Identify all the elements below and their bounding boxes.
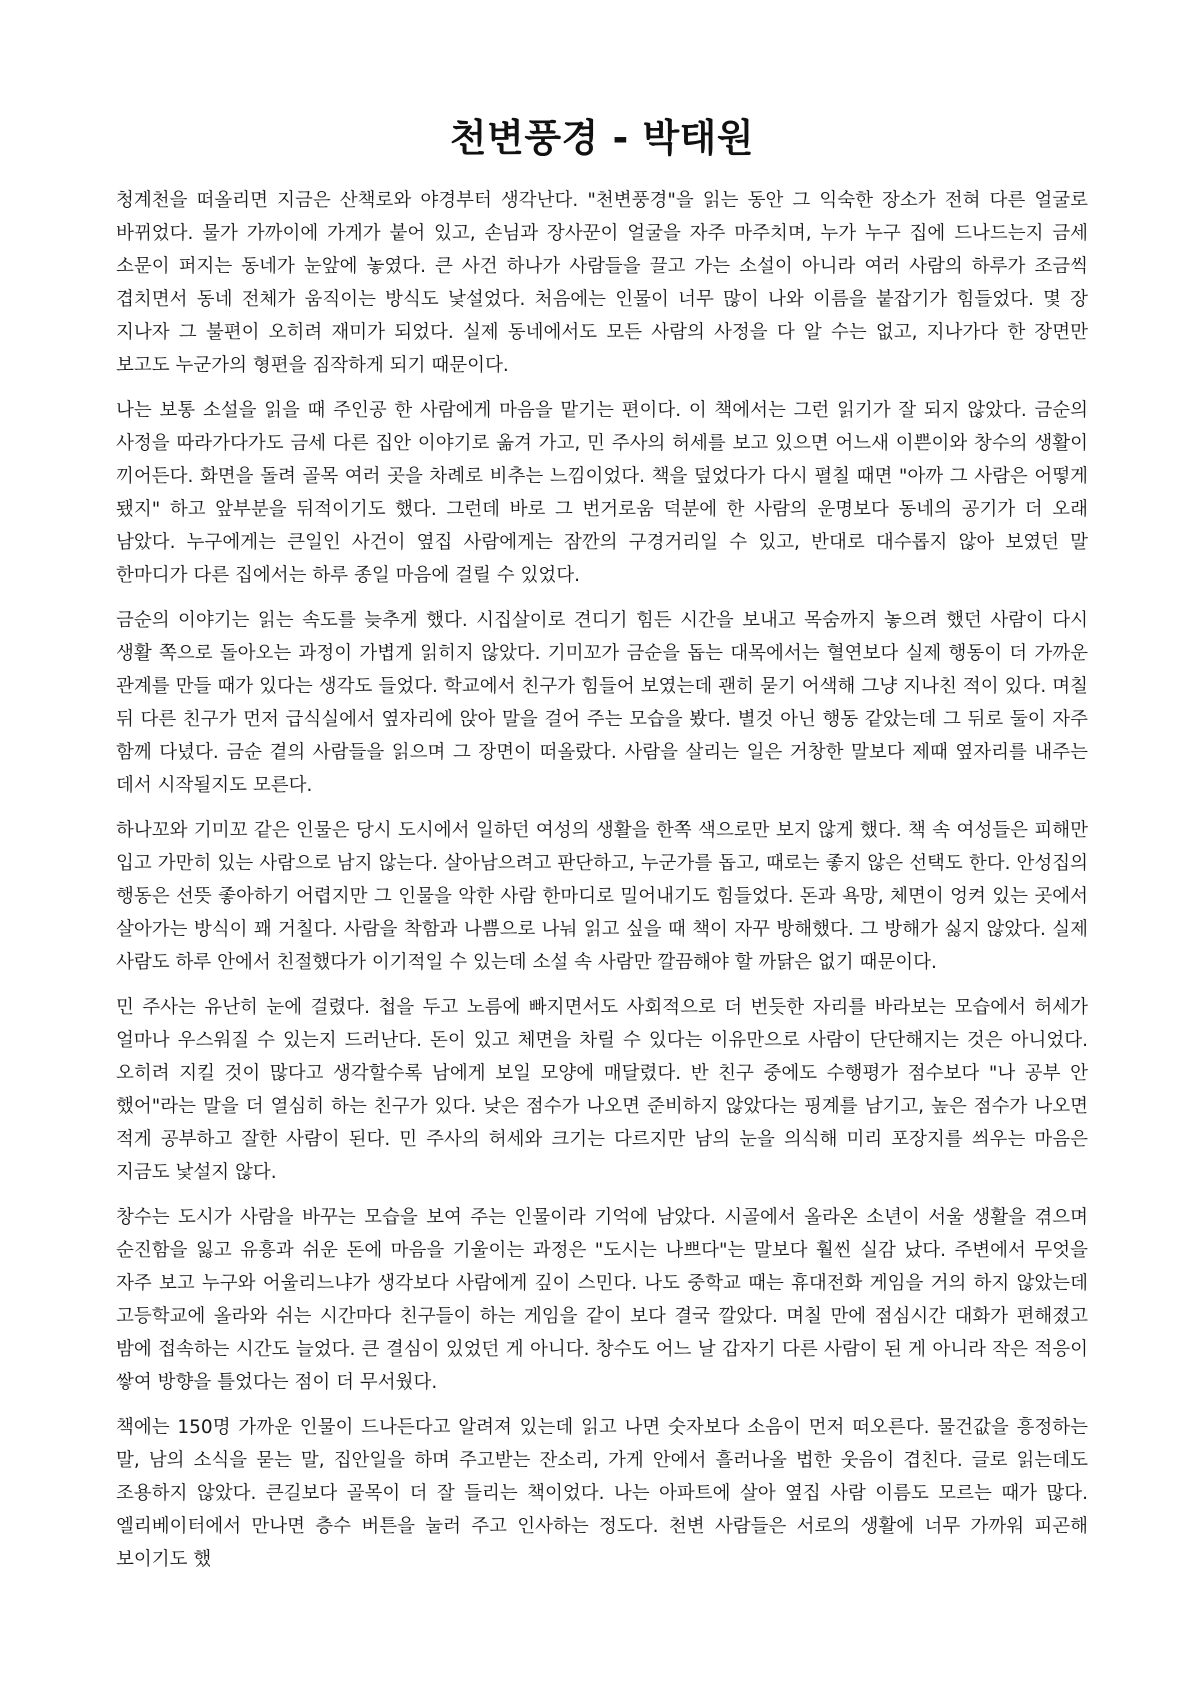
paragraph-3: 금순의 이야기는 읽는 속도를 늦추게 했다. 시집살이로 견디기 힘든 시간을 보내고 목숨까지 놓으려 했던 사람이 다시 생활 쪽으로 돌아오는 과정이 가볍게 읽히지 않았다. 기미꼬가 금순을 돕는 대목에서는 혈연보다 실제 행동이 더 가까운 관계를 만들 때가 있다는 생각도 들었다. 학교에서 친구가 힘들어 보였는데 괜히 묻기 어색해 그냥 지나친 적이 있다. 며칠 뒤 다른 친구가 먼저 급식실에서 옆자리에 앉아 말을 걸어 주는 모습을 봤다. 별것 아닌 행동 같았는데 그 뒤로 둘이 자주 함께 다녔다. 금순 곁의 사람들을 읽으며 그 장면이 떠올랐다. 사람을 살리는 일은 거창한 말보다 제때 옆자리를 내주는 데서 시작될지도 모른다. [116, 610, 1088, 796]
document-title: 천변풍경 - 박태원 [449, 116, 755, 160]
paragraph-4: 하나꼬와 기미꼬 같은 인물은 당시 도시에서 일하던 여성의 생활을 한쪽 색으로만 보지 않게 했다. 책 속 여성들은 피해만 입고 가만히 있는 사람으로 남지 않는다. 살아남으려고 판단하고, 누군가를 돕고, 때로는 좋지 않은 선택도 한다. 안성집의 행동은 선뜻 좋아하기 어렵지만 그 인물을 악한 사람 한마디로 밀어내기도 힘들었다. 돈과 욕망, 체면이 엉켜 있는 곳에서 살아가는 방식이 꽤 거칠다. 사람을 착함과 나쁨으로 나눠 읽고 싶을 때 책이 자꾸 방해했다. 그 방해가 싫지 않았다. 실제 사람도 하루 안에서 친절했다가 이기적일 수 있는데 소설 속 사람만 깔끔해야 할 까닭은 없기 때문이다. [116, 820, 1088, 973]
paragraph-7: 책에는 150명 가까운 인물이 드나든다고 알려져 있는데 읽고 나면 숫자보다 소음이 먼저 떠오른다. 물건값을 흥정하는 말, 남의 소식을 묻는 말, 집안일을 하며 주고받는 잔소리, 가게 안에서 흘러나올 법한 웃음이 겹친다. 글로 읽는데도 조용하지 않았다. 큰길보다 골목이 더 잘 들리는 책이었다. 나는 아파트에 살아 옆집 사람 이름도 모르는 때가 많다. 엘리베이터에서 만나면 층수 버튼을 눌러 주고 인사하는 정도다. 천변 사람들은 서로의 생활에 너무 가까워 피곤해 보이기도 했 [116, 1417, 1088, 1570]
paragraph-5: 민 주사는 유난히 눈에 걸렸다. 첩을 두고 노름에 빠지면서도 사회적으로 더 번듯한 자리를 바라보는 모습에서 허세가 얼마나 우스워질 수 있는지 드러난다. 돈이 있고 체면을 차릴 수 있다는 이유만으로 사람이 단단해지는 것은 아니었다. 오히려 지킬 것이 많다고 생각할수록 남에게 보일 모양에 매달렸다. 반 친구 중에도 수행평가 점수보다 "나 공부 안 했어"라는 말을 더 열심히 하는 친구가 있다. 낮은 점수가 나오면 준비하지 않았다는 핑계를 남기고, 높은 점수가 나오면 적게 공부하고 잘한 사람이 된다. 민 주사의 허세와 크기는 다르지만 남의 눈을 의식해 미리 포장지를 씌우는 마음은 지금도 낯설지 않다. [116, 997, 1088, 1183]
paragraph-6: 창수는 도시가 사람을 바꾸는 모습을 보여 주는 인물이라 기억에 남았다. 시골에서 올라온 소년이 서울 생활을 겪으며 순진함을 잃고 유흥과 쉬운 돈에 마음을 기울이는 과정은 "도시는 나쁘다"는 말보다 훨씬 실감 났다. 주변에서 무엇을 자주 보고 누구와 어울리느냐가 생각보다 사람에게 깊이 스민다. 나도 중학교 때는 휴대전화 게임을 거의 하지 않았는데 고등학교에 올라와 쉬는 시간마다 친구들이 하는 게임을 같이 보다 결국 깔았다. 며칠 만에 점심시간 대화가 편해졌고 밤에 접속하는 시간도 늘었다. 큰 결심이 있었던 게 아니다. 창수도 어느 날 갑자기 다른 사람이 된 게 아니라 작은 적응이 쌓여 방향을 틀었다는 점이 더 무서웠다. [116, 1207, 1088, 1393]
paragraph-2: 나는 보통 소설을 읽을 때 주인공 한 사람에게 마음을 맡기는 편이다. 이 책에서는 그런 읽기가 잘 되지 않았다. 금순의 사정을 따라가다가도 금세 다른 집안 이야기로 옮겨 가고, 민 주사의 허세를 보고 있으면 어느새 이쁜이와 창수의 생활이 끼어든다. 화면을 돌려 골목 여러 곳을 차례로 비추는 느낌이었다. 책을 덮었다가 다시 펼칠 때면 "아까 그 사람은 어떻게 됐지" 하고 앞부분을 뒤적이기도 했다. 그런데 바로 그 번거로움 덕분에 한 사람의 운명보다 동네의 공기가 더 오래 남았다. 누구에게는 큰일인 사건이 옆집 사람에게는 잠깐의 구경거리일 수 있고, 반대로 대수롭지 않아 보였던 말 한마디가 다른 집에서는 하루 종일 마음에 걸릴 수 있었다. [116, 400, 1088, 586]
paragraph-1: 청계천을 떠올리면 지금은 산책로와 야경부터 생각난다. "천변풍경"을 읽는 동안 그 익숙한 장소가 전혀 다른 얼굴로 바뀌었다. 물가 가까이에 가게가 붙어 있고, 손님과 장사꾼이 얼굴을 자주 마주치며, 누가 누구 집에 드나드는지 금세 소문이 퍼지는 동네가 눈앞에 놓였다. 큰 사건 하나가 사람들을 끌고 가는 소설이 아니라 여러 사람의 하루가 조금씩 겹치면서 동네 전체가 움직이는 방식도 낯설었다. 처음에는 인물이 너무 많이 나와 이름을 붙잡기가 힘들었다. 몇 장 지나자 그 불편이 오히려 재미가 되었다. 실제 동네에서도 모든 사람의 사정을 다 알 수는 없고, 지나가다 한 장면만 보고도 누군가의 형편을 짐작하게 되기 때문이다. [116, 190, 1088, 376]
document-page [116, 110, 1088, 1588]
